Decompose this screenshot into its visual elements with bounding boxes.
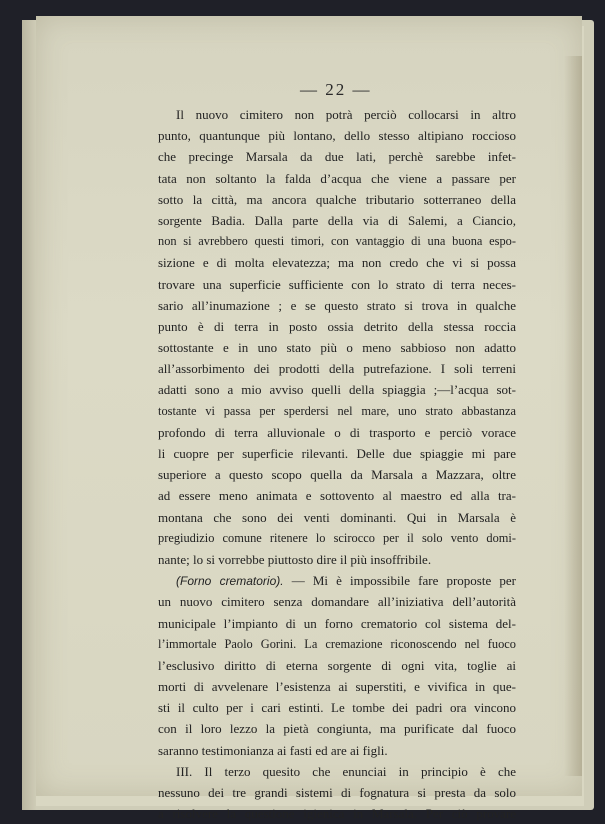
text-line: sotto la città, ma ancora qualche tributario sotterraneo della <box>158 191 516 207</box>
text-line: a risolvere la questione igienica in Marsala. Per ciò provare <box>158 806 516 822</box>
text-line: ad essere meno animata e sottovento al maestro ed alla tra- <box>158 488 516 504</box>
text-line: Il nuovo cimitero non potrà perciò collocarsi in altro <box>176 107 516 122</box>
text-line: saranno testimonianza ai fasti ed are ai figli. <box>158 742 388 758</box>
text-line: trovare una superficie sufficiente con lo strato di terra neces- <box>158 276 516 292</box>
text-line: tata non soltanto la falda d’acqua che viene a passare per <box>158 170 516 186</box>
paragraph-heading-line <box>158 570 516 591</box>
text-line: adatti sono a mio avviso quelli della spiaggia ;—l’acqua sot- <box>158 382 516 398</box>
text-line: che precinge Marsala da due lati, perchè sarebbe infet- <box>158 149 516 165</box>
text-line: non si avrebbero questi timori, con vantaggio di una buona espo- <box>158 234 516 249</box>
text-line: sorgente Badia. Dalla parte della via di Salemi, a Ciancio, <box>158 212 516 228</box>
text-line: punto è di terra in posto ossia detrito della stessa roccia <box>158 318 516 334</box>
text-line: l’immortale Paolo Gorini. La cremazione riconoscendo nel fuoco <box>158 636 516 651</box>
body-text <box>158 104 516 824</box>
text-line: sizione e di molta elevatezza; ma non credo che vi si possa <box>158 255 516 271</box>
text-line: profondo di terra alluvionale o di trasporto e perciò vorace <box>158 424 516 440</box>
text-line: morti di avvelenare l’esistenza ai superstiti, e vivifica in que- <box>158 679 516 695</box>
text-line: un nuovo cimitero senza domandare all’iniziativa dell’autorità <box>158 594 516 610</box>
section-heading: (Forno crematorio). <box>176 574 284 589</box>
text-line: pregiudizio comune ritenere lo scirocco per il solo vento domi- <box>158 530 516 545</box>
page-edge <box>564 56 582 776</box>
page-number: — 22 — <box>300 80 372 99</box>
text-line: li cuopre per superficie rilevanti. Delle due spiaggie mi pare <box>158 446 516 461</box>
text-line: nante; lo si vorrebbe piuttosto dire il più insoffribile. <box>158 551 432 567</box>
text-line: l’esclusivo diritto di eterna sorgente di ogni vita, toglie ai <box>158 657 516 673</box>
text-line: tostante vi passa per sperdersi nel mare, uno strato abbastanza <box>158 403 516 418</box>
text-line: montana che sono dei venti dominanti. Qui in Marsala è <box>158 509 516 525</box>
text-line: nessuno dei tre grandi sistemi di fognatura si presta da solo <box>158 785 516 800</box>
text-line: sottostante e in uno stato più o meno sabbioso non adatto <box>158 340 516 356</box>
text-line: con il loro lezzo la pietà congiunta, ma purificate dal fuoco <box>158 721 516 737</box>
text-line: III. Il terzo quesito che enunciai in principio è che <box>176 763 516 779</box>
text-line: punto, quantunque più lontano, dello stesso altipiano roccioso <box>158 128 516 144</box>
text-line: sario all’inumazione ; e se questo strato si trova in qualche <box>158 297 516 313</box>
text-line: sti il culto per i cari estinti. Le tombe dei padri ora vincono <box>158 700 516 716</box>
text-line: all’assorbimento dei prodotti della putrefazione. I soli terreni <box>158 361 516 377</box>
text-line: municipale l’impianto di un forno crematorio col sistema del- <box>158 615 516 631</box>
text-line: superiore a questo scopo quella da Marsala a Mazzara, oltre <box>158 467 516 483</box>
binding-shadow <box>22 20 36 810</box>
text-fragment: — Mi è impossibile fare proposte per <box>283 573 516 589</box>
